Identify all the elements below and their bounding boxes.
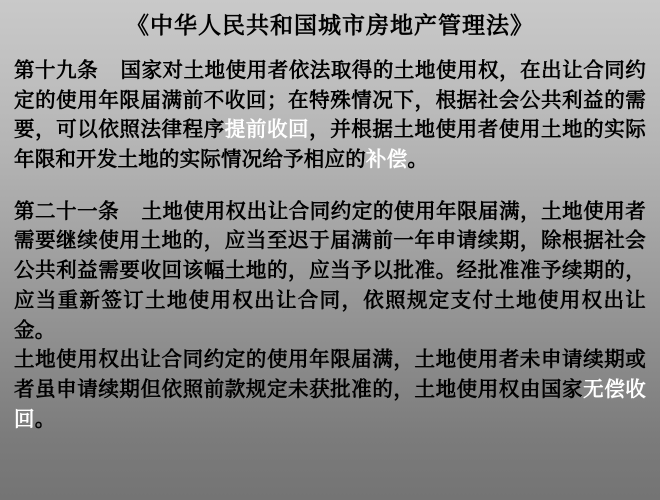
- article-21-text-1: 土地使用权出让合同约定的使用年限届满，土地使用者需要继续使用土地的，应当至迟于届满前一年申请续期，除根据社会公共利益需要收回该幅土地的，应当予以批准。经批准准予续期的，应当重新签订土地使用权出让合同，依照规定支付土地使用权出让金。: [14, 198, 646, 342]
- article-19-text-2: ，并根据土地使用者使用土地的实际年限和开发土地的实际情况给予相应的: [14, 117, 647, 172]
- article-21-highlight-1: 无偿收回: [14, 377, 646, 431]
- paragraph-article-21: [14, 197, 646, 435]
- page-title: 《中华人民共和国城市房地产管理法》: [126, 13, 534, 39]
- article-19-highlight-2: 补偿: [365, 147, 408, 172]
- article-19-text-3: 。: [407, 147, 429, 172]
- paragraph-article-19: [14, 56, 646, 175]
- article-21-text-2: 土地使用权出让合同约定的使用年限届满，土地使用者未申请续期或者虽申请续期但依照前款规定未获批准的，土地使用权由国家: [14, 347, 646, 402]
- article-19-text-1: 国家对土地使用者依法取得的土地使用权，在出让合同约定的使用年限届满前不收回；在特殊情况下，根据社会公共利益的需要，可以依照法律程序: [14, 57, 646, 142]
- article-21-text-3: 。: [34, 406, 56, 431]
- article-21-label: 第二十一条: [14, 198, 120, 223]
- article-19-label: 第十九条: [14, 57, 99, 82]
- article-19-highlight-1: 提前收回: [224, 117, 310, 142]
